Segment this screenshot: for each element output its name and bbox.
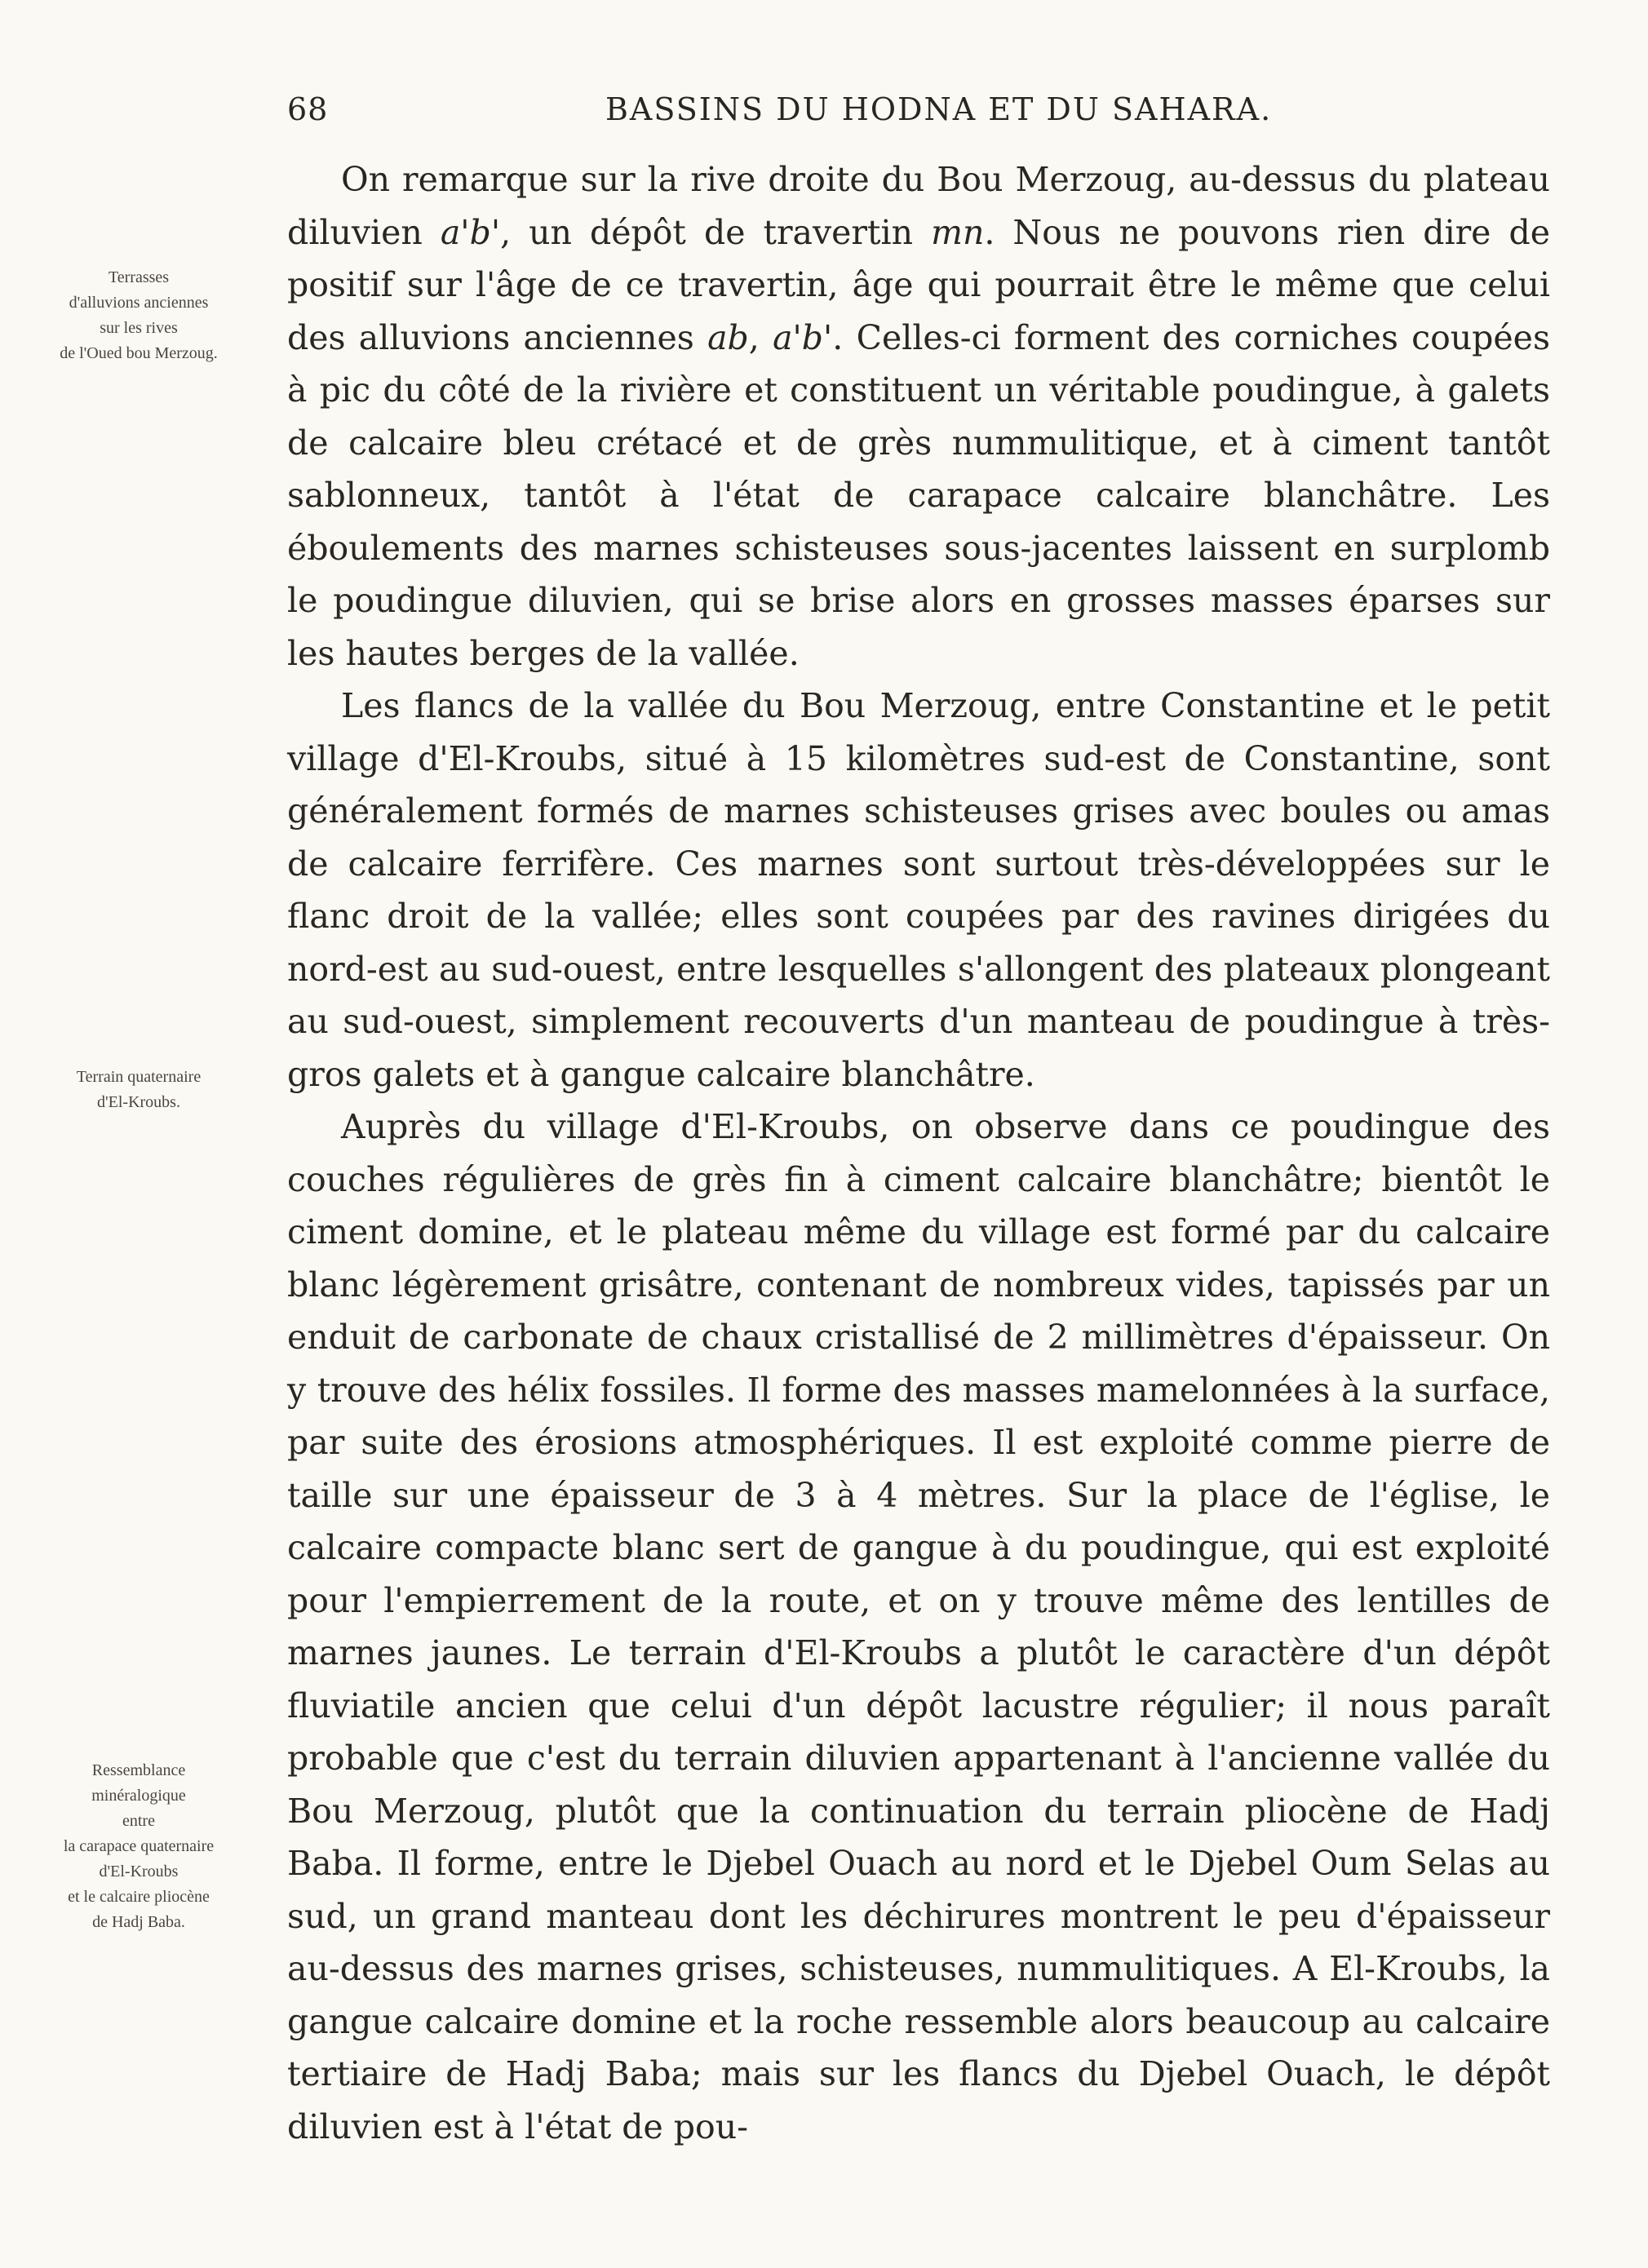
margin-note-line: et le calcaire pliocène <box>68 1888 210 1906</box>
running-title: BASSINS DU HODNA ET DU SAHARA. <box>605 91 1273 127</box>
italic-notation: a'b' <box>773 317 833 357</box>
paragraph-flancs-vallee: Les flancs de la vallée du Bou Merzoug, entre Constantine et le petit village d'El-Kroubs, situé à 15 kilomètres sud-est de Constantine, sont généralement formés de marnes schisteuses grises avec boules ou amas de calcaire ferrifère. Ces marnes sont surtout très-développées sur le flanc droit de la vallée; elles sont coupées par des ravines dirigées du nord-est au sud-ouest, entre lesquelles s'allongent des plateaux plongeant au sud-ouest, simplement recouverts d'un manteau de poudingue à très-gros galets et à gangue calcaire blanchâtre. <box>287 686 1550 1094</box>
italic-notation: ab <box>707 317 749 357</box>
margin-note-terrain-quaternaire <box>16 1065 261 1115</box>
margin-note-ressemblance <box>16 1758 261 1935</box>
margin-note-line: d'El-Kroubs. <box>97 1093 180 1111</box>
page-header <box>287 85 1550 134</box>
margin-note-line: la carapace quaternaire <box>63 1837 215 1855</box>
margin-note-line: d'alluvions anciennes <box>69 294 209 312</box>
italic-notation: mn <box>931 212 985 252</box>
margin-note-line: Terrain quaternaire <box>76 1068 202 1086</box>
text-run: , <box>748 317 773 357</box>
margin-note-line: sur les rives <box>100 319 178 337</box>
italic-notation: a'b' <box>440 212 501 252</box>
margin-note-terrasses <box>16 265 261 366</box>
margin-note-line: Ressemblance <box>91 1761 186 1779</box>
margin-note-line: entre <box>122 1812 155 1830</box>
margin-note-line: minéralogique <box>91 1787 186 1805</box>
page-number: 68 <box>287 91 329 127</box>
text-run: . Celles-ci forment des corniches coupées à pic du côté de la rivière et constituent un véritable poudingue, à galets de calcaire bleu crétacé et de grès nummulitique, et à ciment tantôt sablonneux, tantôt à l'état de carapace calcaire blanchâtre. Les éboulements des marnes schisteuses sous-jacentes laissent en surplomb le poudingue diluvien, qui se brise alors en grosses masses éparses sur les hautes berges de la vallée. <box>287 317 1550 673</box>
text-run: On remarque sur la rive droite du Bou Merzoug, au-dessus du plateau diluvien <box>287 160 1550 252</box>
paragraph-el-kroubs: Auprès du village d'El-Kroubs, on observe dans ce poudingue des couches régulières de grès fin à ciment calcaire blanchâtre; bientôt le ciment domine, et le plateau même du village est formé par du calcaire blanc légèrement grisâtre, contenant de nombreux vides, tapissés par un enduit de carbonate de chaux cristallisé de 2 millimètres d'épaisseur. On y trouve des hélix fossiles. Il forme des masses mamelonnées à la surface, par suite des érosions atmosphériques. Il est exploité comme pierre de taille sur une épaisseur de 3 à 4 mètres. Sur la place de l'église, le calcaire compacte blanc sert de gangue à du poudingue, qui est exploité pour l'empierrement de la route, et on y trouve même des lentilles de marnes jaunes. Le terrain d'El-Kroubs a plutôt le caractère d'un dépôt fluviatile ancien que celui d'un dépôt lacustre régulier; il nous paraît probable que c'est du terrain diluvien appartenant à l'ancienne vallée du Bou Merzoug, plutôt que la continuation du terrain pliocène de Hadj Baba. Il forme, entre le Djebel Ouach au nord et le Djebel Oum Selas au sud, un grand manteau dont les déchirures montrent le peu d'épaisseur au-dessus des marnes grises, schisteuses, nummulitiques. A El-Kroubs, la gangue calcaire domine et la roche ressemble alors beaucoup au calcaire tertiaire de Hadj Baba; mais sur les flancs du Djebel Ouach, le dépôt diluvien est à l'état de pou- <box>287 1107 1550 2146</box>
body-text <box>287 153 1550 2153</box>
margin-note-line: de l'Oued bou Merzoug. <box>60 344 218 362</box>
margin-note-line: de Hadj Baba. <box>92 1913 185 1931</box>
text-run: . Nous ne pouvons rien dire de positif sur l'âge de ce travertin, âge qui pourrait être le même que celui des alluvions anciennes <box>287 212 1550 357</box>
margin-note-line: Terrasses <box>108 268 170 286</box>
paragraph-travertin <box>287 153 1550 680</box>
margin-note-line: d'El-Kroubs <box>99 1863 179 1880</box>
text-run: , un dépôt de travertin <box>500 212 932 252</box>
